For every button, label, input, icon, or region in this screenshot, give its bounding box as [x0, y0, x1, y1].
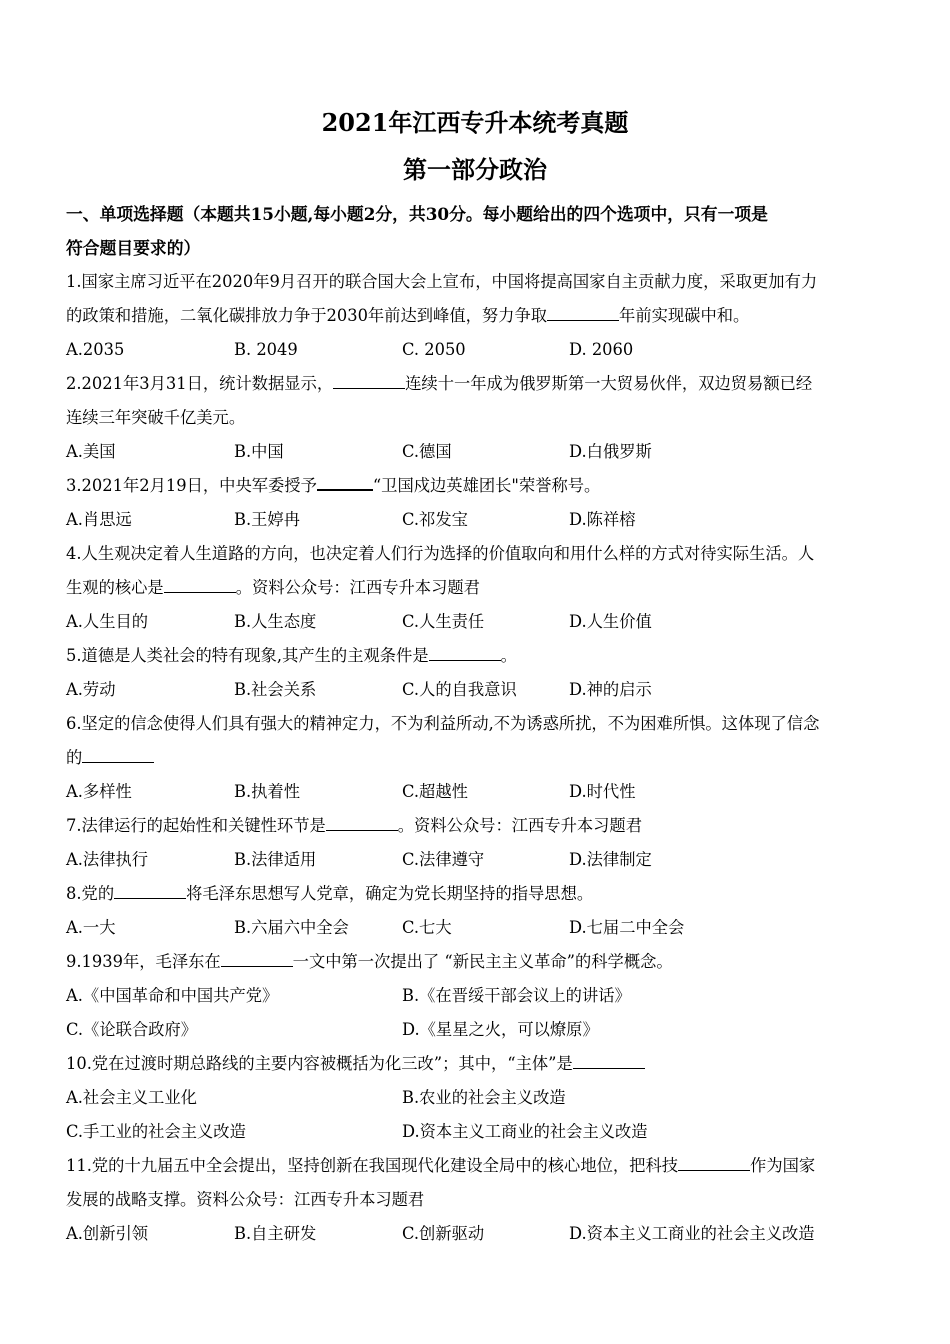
q7-option-a: A.法律执行 — [66, 850, 149, 869]
q7-option-d: D.法律制定 — [569, 850, 652, 869]
q4-text-b: 。资料公众号：江西专升本习题君 — [235, 578, 480, 597]
question-6-stem: 6.坚定的信念使得人们具有强大的精神定力，不为利益所动,不为诱惑所扰，不为困难所惧。这体现了信念 — [66, 714, 820, 733]
q10-option-d: D.资本主义工商业的社会主义改造 — [402, 1122, 648, 1141]
q11-option-a: A.创新引领 — [66, 1224, 149, 1243]
q10-option-c: C.手工业的社会主义改造 — [66, 1122, 246, 1141]
question-2-stem-cont: 连续三年突破千亿美元。 — [66, 408, 246, 427]
q7-text-b: 。资料公众号：江西专升本习题君 — [397, 816, 642, 835]
question-5-stem — [66, 645, 886, 667]
q8-option-c: C.七大 — [402, 918, 452, 937]
q2-option-a: A.美国 — [66, 442, 116, 461]
q1-blank — [547, 306, 619, 321]
q4-blank — [164, 578, 236, 593]
q11-option-b: B.自主研发 — [234, 1224, 317, 1243]
q8-text-a: 8.党的 — [66, 884, 115, 903]
question-10-stem — [66, 1053, 886, 1075]
q4-option-c: C.人生责任 — [402, 612, 485, 631]
question-1-stem: 1.国家主席习近平在2020年9月召开的联合国大会上宣布，中国将提高国家自主贡献力度，采取更加有力 — [66, 272, 818, 291]
part-title: 第一部分政治 — [403, 155, 547, 184]
q5-option-a: A.劳动 — [66, 680, 116, 699]
q7-blank — [326, 816, 398, 831]
question-9-stem — [66, 951, 886, 973]
q9-option-b: B.《在晋绥干部会议上的讲话》 — [402, 986, 631, 1005]
q5-text-a: 5.道德是人类社会的特有现象,其产生的主观条件是 — [66, 646, 429, 665]
q7-option-b: B.法律适用 — [234, 850, 317, 869]
q1-option-d: D. 2060 — [569, 340, 634, 359]
q10-text-a: 10.党在过渡时期总路线的主要内容被概括为化三改”；其中，“主体”是 — [66, 1054, 573, 1073]
section-instruction-cont: 符合题目要求的） — [66, 238, 201, 258]
q9-text-a: 9.1939年，毛泽东在 — [66, 952, 221, 971]
q9-option-c: C.《论联合政府》 — [66, 1020, 198, 1039]
q11-text-b: 作为国家 — [750, 1156, 816, 1175]
q11-blank — [678, 1156, 750, 1171]
question-6-stem-cont — [66, 747, 886, 769]
q11-option-d: D.资本主义工商业的社会主义改造 — [569, 1224, 815, 1243]
question-1-stem-cont — [66, 305, 886, 327]
question-2-stem — [66, 373, 886, 395]
q3-option-a: A.肖思远 — [66, 510, 132, 529]
q4-option-a: A.人生目的 — [66, 612, 149, 631]
q2-option-b: B.中国 — [234, 442, 284, 461]
question-7-stem — [66, 815, 886, 837]
q5-text-b: 。 — [500, 646, 517, 665]
q8-option-b: B.六届六中全会 — [234, 918, 349, 937]
q7-option-c: C.法律遵守 — [402, 850, 485, 869]
q10-blank — [573, 1054, 645, 1069]
q8-option-d: D.七届二中全会 — [569, 918, 685, 937]
q6-option-b: B.执着性 — [234, 782, 300, 801]
q10-option-a: A.社会主义工业化 — [66, 1088, 197, 1107]
q5-option-b: B.社会关系 — [234, 680, 317, 699]
q1-option-b: B. 2049 — [234, 340, 298, 359]
q1-text-b: 年前实现碳中和。 — [619, 306, 750, 325]
q9-text-b: 一文中第一次提出了 “新民主主义革命”的科学概念。 — [292, 952, 673, 971]
q9-option-a: A.《中国革命和中国共产党》 — [66, 986, 279, 1005]
page-title: 2021年江西专升本统考真题 — [321, 108, 629, 137]
q10-option-b: B.农业的社会主义改造 — [402, 1088, 566, 1107]
q3-option-c: C.祁发宝 — [402, 510, 468, 529]
q1-option-c: C. 2050 — [402, 340, 466, 359]
q1-option-a: A.2035 — [66, 340, 125, 359]
q2-option-d: D.白俄罗斯 — [569, 442, 652, 461]
q3-blank — [317, 475, 373, 491]
q3-option-d: D.陈祥榕 — [569, 510, 636, 529]
q6-text-a: 的 — [66, 748, 83, 767]
q5-option-c: C.人的自我意识 — [402, 680, 517, 699]
q7-text-a: 7.法律运行的起始性和关键性环节是 — [66, 816, 326, 835]
q9-blank — [221, 952, 293, 967]
q3-text-b: “卫国戍边英雄团长"荣誉称号。 — [372, 476, 601, 495]
question-4-stem-cont — [66, 577, 886, 599]
q6-blank — [82, 748, 154, 763]
q2-option-c: C.德国 — [402, 442, 452, 461]
section-instruction: 一、单项选择题（本题共15小题,每小题2分，共30分。每小题给出的四个选项中，只有一项是 — [66, 204, 768, 224]
q5-option-d: D.神的启示 — [569, 680, 652, 699]
q3-option-b: B.王婷冉 — [234, 510, 300, 529]
question-4-stem: 4.人生观决定着人生道路的方向，也决定着人们行为选择的价值取向和用什么样的方式对待实际生活。人 — [66, 544, 815, 563]
question-11-stem-cont: 发展的战略支撑。资料公众号：江西专升本习题君 — [66, 1190, 425, 1209]
q2-text-a: 2.2021年3月31日，统计数据显示， — [66, 374, 334, 393]
q1-text-a: 的政策和措施，二氧化碳排放力争于2030年前达到峰值，努力争取 — [66, 306, 548, 325]
question-11-stem — [66, 1155, 886, 1177]
q4-option-b: B.人生态度 — [234, 612, 317, 631]
q11-text-a: 11.党的十九届五中全会提出，坚持创新在我国现代化建设全局中的核心地位，把科技 — [66, 1156, 679, 1175]
question-8-stem — [66, 883, 886, 905]
q2-text-b: 连续十一年成为俄罗斯第一大贸易伙伴，双边贸易额已经 — [405, 374, 813, 393]
q4-option-d: D.人生价值 — [569, 612, 652, 631]
q8-option-a: A.一大 — [66, 918, 116, 937]
q3-text-a: 3.2021年2月19日，中央军委授予 — [66, 476, 317, 495]
q6-option-d: D.时代性 — [569, 782, 636, 801]
question-3-stem — [66, 475, 886, 497]
q6-option-a: A.多样性 — [66, 782, 132, 801]
q2-blank — [333, 374, 405, 389]
q11-option-c: C.创新驱动 — [402, 1224, 485, 1243]
q8-blank — [114, 884, 186, 899]
q9-option-d: D.《星星之火，可以燎原》 — [402, 1020, 599, 1039]
q5-blank — [429, 646, 501, 661]
q8-text-b: 将毛泽东思想写人党章，确定为党长期坚持的指导思想。 — [186, 884, 594, 903]
q4-text-a: 生观的核心是 — [66, 578, 164, 597]
q6-option-c: C.超越性 — [402, 782, 468, 801]
